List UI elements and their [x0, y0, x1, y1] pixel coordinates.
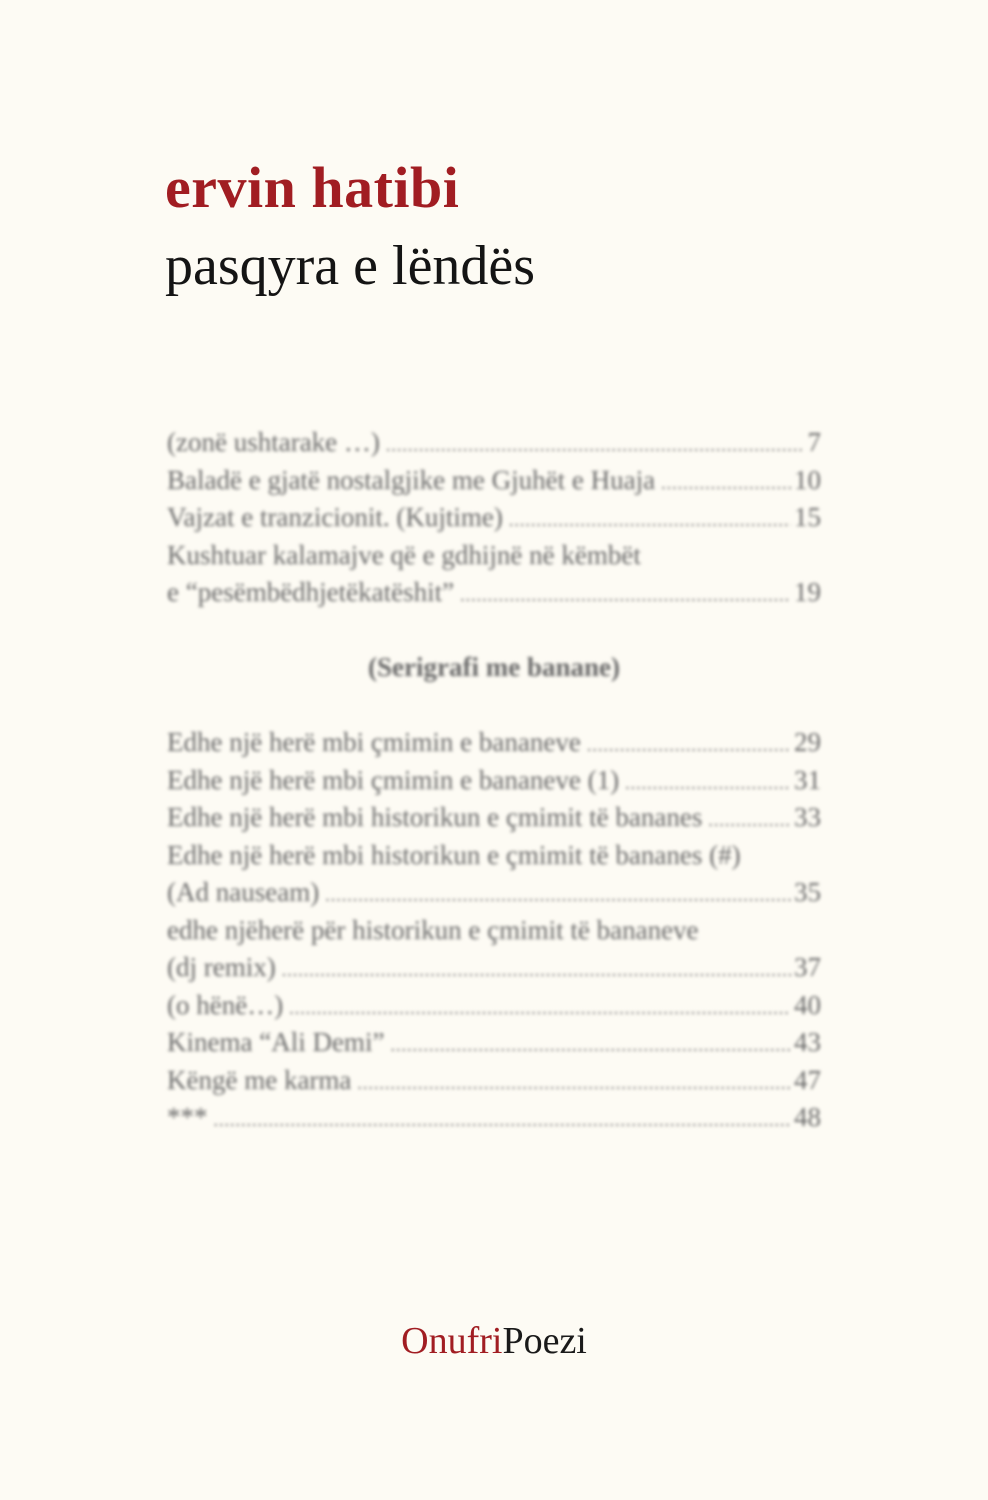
- toc-leader-dots: [357, 1065, 791, 1103]
- toc-entry-title: (zonë ushtarake …): [167, 427, 380, 457]
- toc-entry-page: 48: [794, 1102, 821, 1132]
- toc-entry-title: Edhe një herë mbi historikun e çmimit të bananes (#): [167, 839, 741, 870]
- publisher-name: Onufri: [401, 1320, 503, 1362]
- toc-entry-title: Vajzat e tranzicionit. (Kujtime): [167, 502, 503, 532]
- toc-entry: [167, 837, 821, 875]
- toc-entry-title: e “pesëmbëdhjetëkatëshit”: [167, 577, 455, 607]
- toc-entry-page: 29: [794, 727, 821, 757]
- toc-leader-dots: [390, 1027, 791, 1065]
- toc-leader-dots: [282, 952, 791, 990]
- author-name: ervin hatibi: [165, 155, 460, 220]
- toc-entry-title: Këngë me karma: [167, 1064, 352, 1095]
- toc-entry-page: 7: [807, 427, 821, 457]
- toc-entry: [167, 799, 821, 837]
- toc-entry: [167, 987, 821, 1025]
- toc-entry-page: 40: [794, 989, 821, 1020]
- publisher-series: Poezi: [502, 1320, 587, 1362]
- toc-leader-dots: [708, 802, 791, 840]
- toc-entry-page: 35: [794, 877, 821, 907]
- table-of-contents: [167, 424, 821, 1137]
- toc-entry: [167, 762, 821, 800]
- toc-leader-dots: [587, 727, 791, 765]
- toc-entry: [167, 912, 821, 950]
- toc-entry-page: 33: [794, 802, 821, 832]
- toc-entry: [167, 462, 821, 500]
- toc-section-title: (Serigrafi me banane): [368, 652, 620, 682]
- toc-entry-title: ***: [167, 1102, 208, 1132]
- toc-entry-title: Kinema “Ali Demi”: [167, 1027, 385, 1057]
- toc-entry: [167, 1024, 821, 1062]
- toc-entry: [167, 1062, 821, 1100]
- toc-leader-dots: [509, 502, 791, 540]
- toc-leader-dots: [460, 577, 791, 615]
- toc-leader-dots: [214, 1102, 792, 1140]
- toc-entry-page: 15: [794, 502, 821, 532]
- toc-entry-title: Baladë e gjatë nostalgjike me Gjuhët e Huaja: [167, 464, 656, 495]
- toc-entry: [167, 499, 821, 537]
- toc-entry-page: 31: [794, 764, 821, 795]
- toc-entry: [167, 724, 821, 762]
- toc-entry: [167, 874, 821, 912]
- toc-leader-dots: [289, 990, 791, 1028]
- toc-entry-page: 19: [794, 577, 821, 607]
- toc-leader-dots: [625, 765, 791, 803]
- toc-entry-title: Edhe një herë mbi historikun e çmimit të bananes: [167, 802, 703, 832]
- toc-entry-title: edhe njëherë për historikun e çmimit të bananeve: [167, 914, 699, 945]
- toc-entry-title: (dj remix): [167, 952, 276, 982]
- toc-entry-page: 43: [794, 1027, 821, 1057]
- toc-entry: [167, 424, 821, 462]
- toc-entry-page: 10: [794, 464, 821, 495]
- toc-entry: [167, 574, 821, 612]
- toc-entry-title: (Ad nauseam): [167, 877, 320, 907]
- book-title: pasqyra e lëndës: [165, 235, 536, 297]
- toc-entry: [167, 1099, 821, 1137]
- toc-entry: [167, 537, 821, 575]
- toc-entry-title: Edhe një herë mbi çmimin e bananeve: [167, 727, 581, 757]
- toc-leader-dots: [661, 465, 791, 503]
- toc-entry-title: Edhe një herë mbi çmimin e bananeve (1): [167, 764, 620, 795]
- toc-entry-page: 47: [794, 1064, 821, 1095]
- toc-leader-dots: [386, 427, 805, 465]
- toc-entry: [167, 949, 821, 987]
- toc-entry-title: Kushtuar kalamajve që e gdhijnë në këmbët: [167, 539, 641, 570]
- toc-entry-page: 37: [794, 952, 821, 982]
- toc-entry-title: (o hënë…): [167, 989, 284, 1020]
- toc-leader-dots: [325, 877, 791, 915]
- publisher-logo: [0, 1318, 988, 1364]
